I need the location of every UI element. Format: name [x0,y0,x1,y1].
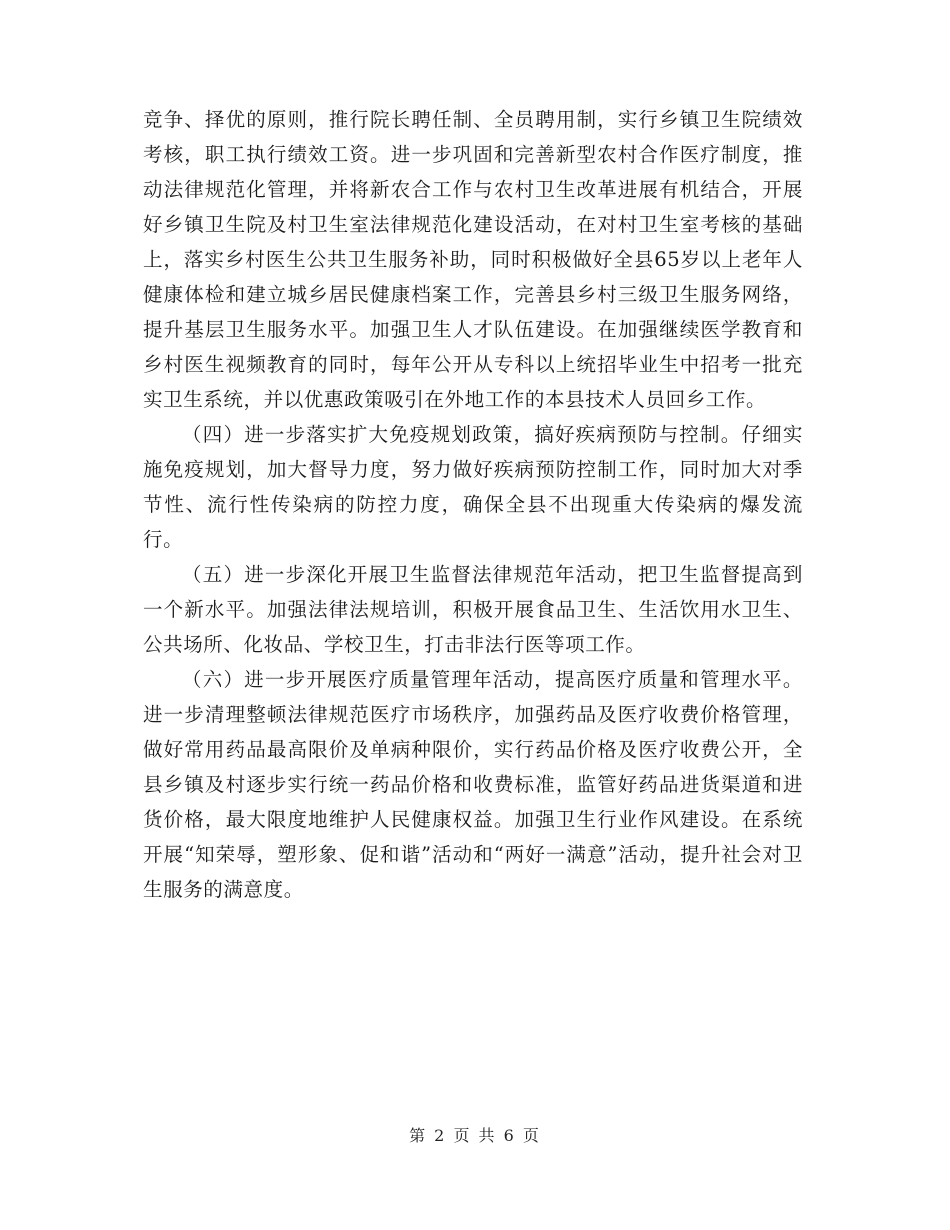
paragraph-section-5: （五）进一步深化开展卫生监督法律规范年活动，把卫生监督提高到一个新水平。加强法律法规培训，积极开展食品卫生、生活饮用水卫生、公共场所、化妆品、学校卫生，打击非法行医等项工作。 [143,563,803,656]
paragraph-continuation: 竞争、择优的原则，推行院长聘任制、全员聘用制，实行乡镇卫生院绩效考核，职工执行绩效工资。进一步巩固和完善新型农村合作医疗制度，推动法律规范化管理，并将新农合工作与农村卫生改革进展有机结合，开展好乡镇卫生院及村卫生室法律规范化建设活动，在对村卫生室考核的基础上，落实乡村医生公共卫生服务补助，同时积极做好全县65岁以上老年人健康体检和建立城乡居民健康档案工作，完善县乡村三级卫生服务网络，提升基层卫生服务水平。加强卫生人才队伍建设。在加强继续医学教育和乡村医生视频教育的同时，每年公开从专科以上统招毕业生中招考一批充实卫生系统，并以优惠政策吸引在外地工作的本县技术人员回乡工作。 [143,108,803,411]
page-number-footer: 第 2 页 共 6 页 [409,1126,541,1145]
paragraph-section-6: （六）进一步开展医疗质量管理年活动，提高医疗质量和管理水平。进一步清理整顿法律规范医疗市场秩序，加强药品及医疗收费价格管理，做好常用药品最高限价及单病种限价，实行药品价格及医疗收费公开，全县乡镇及村逐步实行统一药品价格和收费标准，监管好药品进货渠道和进货价格，最大限度地维护人民健康权益。加强卫生行业作风建设。在系统开展“知荣辱，塑形象、促和谐”活动和“两好一满意”活动，提升社会对卫生服务的满意度。 [143,668,803,901]
document-body [143,102,803,907]
paragraph-section-4: （四）进一步落实扩大免疫规划政策，搞好疾病预防与控制。仔细实施免疫规划，加大督导力度，努力做好疾病预防控制工作，同时加大对季节性、流行性传染病的防控力度，确保全县不出现重大传染病的爆发流行。 [143,423,803,551]
